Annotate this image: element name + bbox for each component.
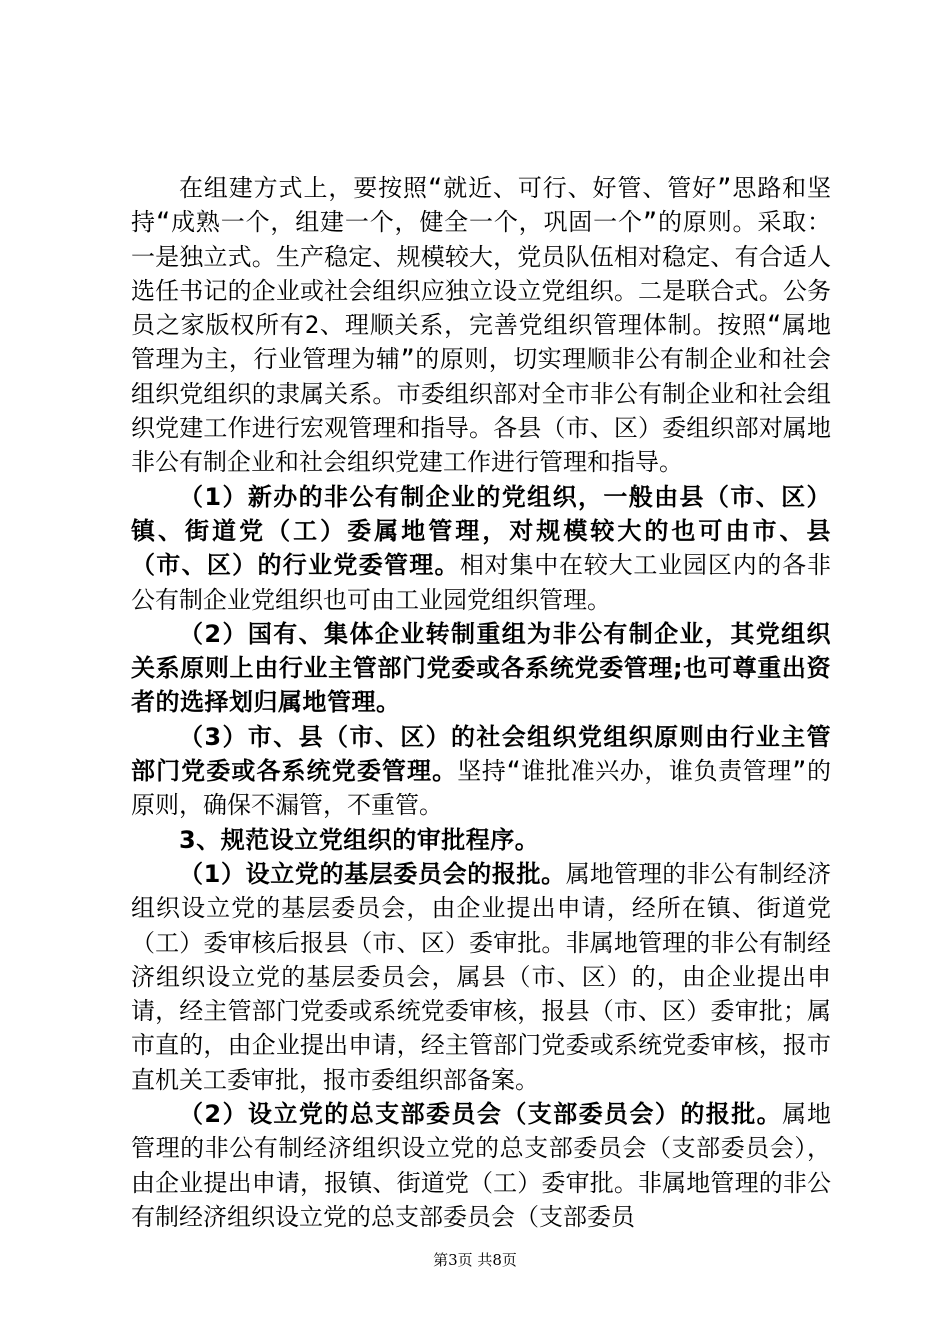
paragraph-item-3-social-organizations <box>131 720 831 823</box>
section-heading: 3、规范设立党组织的审批程序。 <box>179 825 540 854</box>
paragraph-item-1-new-enterprises <box>131 480 831 617</box>
page-number-footer: 第3页 共8页 <box>433 1251 517 1269</box>
document-body <box>131 171 831 1234</box>
section-heading-approval-procedures <box>131 823 831 857</box>
paragraph-heading: （1）新办的非公有制企业的党组织，一般由县（市、区）镇、街道党（工）委属地管理，对规模较大的也可由市、县（市、区）的行业党委管理。 <box>131 482 831 580</box>
paragraph-branch-committee-approval <box>131 1097 831 1234</box>
paragraph-text: 属地管理的非公有制经济组织设立党的总支部委员会（支部委员会），由企业提出申请，报镇、街道党（工）委审批。非属地管理的非公有制经济组织设立党的总支部委员会（支部委员 <box>131 1100 831 1231</box>
paragraph-heading: （1）设立党的基层委员会的报批。 <box>179 859 566 888</box>
paragraph-heading: （2）设立党的总支部委员会（支部委员会）的报批。 <box>179 1100 783 1129</box>
paragraph-item-2-restructured-enterprises <box>131 617 831 720</box>
paragraph-text: 在组建方式上，要按照“就近、可行、好管、管好”思路和坚持“成熟一个，组建一个，健全一个，巩固一个”的原则。采取：一是独立式。生产稳定、规模较大，党员队伍相对稳定、有合适人选任书记的企业或社会组织应独立设立党组织。二是联合式。公务员之家版权所有2、理顺关系，完善党组织管理体制。按照“属地管理为主，行业管理为辅”的原则，切实理顺非公有制企业和社会组织党组织的隶属关系。市委组织部对全市非公有制企业和社会组织党建工作进行宏观管理和指导。各县（市、区）委组织部对属地非公有制企业和社会组织党建工作进行管理和指导。 <box>131 174 831 477</box>
paragraph-heading: （2）国有、集体企业转制重组为非公有制企业，其党组织关系原则上由行业主管部门党委或各系统党委管理;也可尊重出资者的选择划归属地管理。 <box>131 619 831 717</box>
paragraph-text: 坚持“谁批准兴办，谁负责管理”的原则，确保不漏管，不重管。 <box>131 757 831 820</box>
paragraph-text: 属地管理的非公有制经济组织设立党的基层委员会，由企业提出申请，经所在镇、街道党（工）委审核后报县（市、区）委审批。非属地管理的非公有制经济组织设立党的基层委员会，属县（市、区）的，由企业提出申请，经主管部门党委或系统党委审核，报县（市、区）委审批；属市直的，由企业提出申请，经主管部门党委或系统党委审核，报市直机关工委审批，报市委组织部备案。 <box>131 859 832 1094</box>
paragraph-grassroots-committee-approval <box>131 857 831 1097</box>
paragraph-text: 相对集中在较大工业园区内的各非公有制企业党组织也可由工业园党组织管理。 <box>131 551 832 614</box>
paragraph-heading: （3）市、县（市、区）的社会组织党组织原则由行业主管部门党委或各系统党委管理。 <box>131 722 831 786</box>
paragraph-organization-methods <box>131 171 831 480</box>
